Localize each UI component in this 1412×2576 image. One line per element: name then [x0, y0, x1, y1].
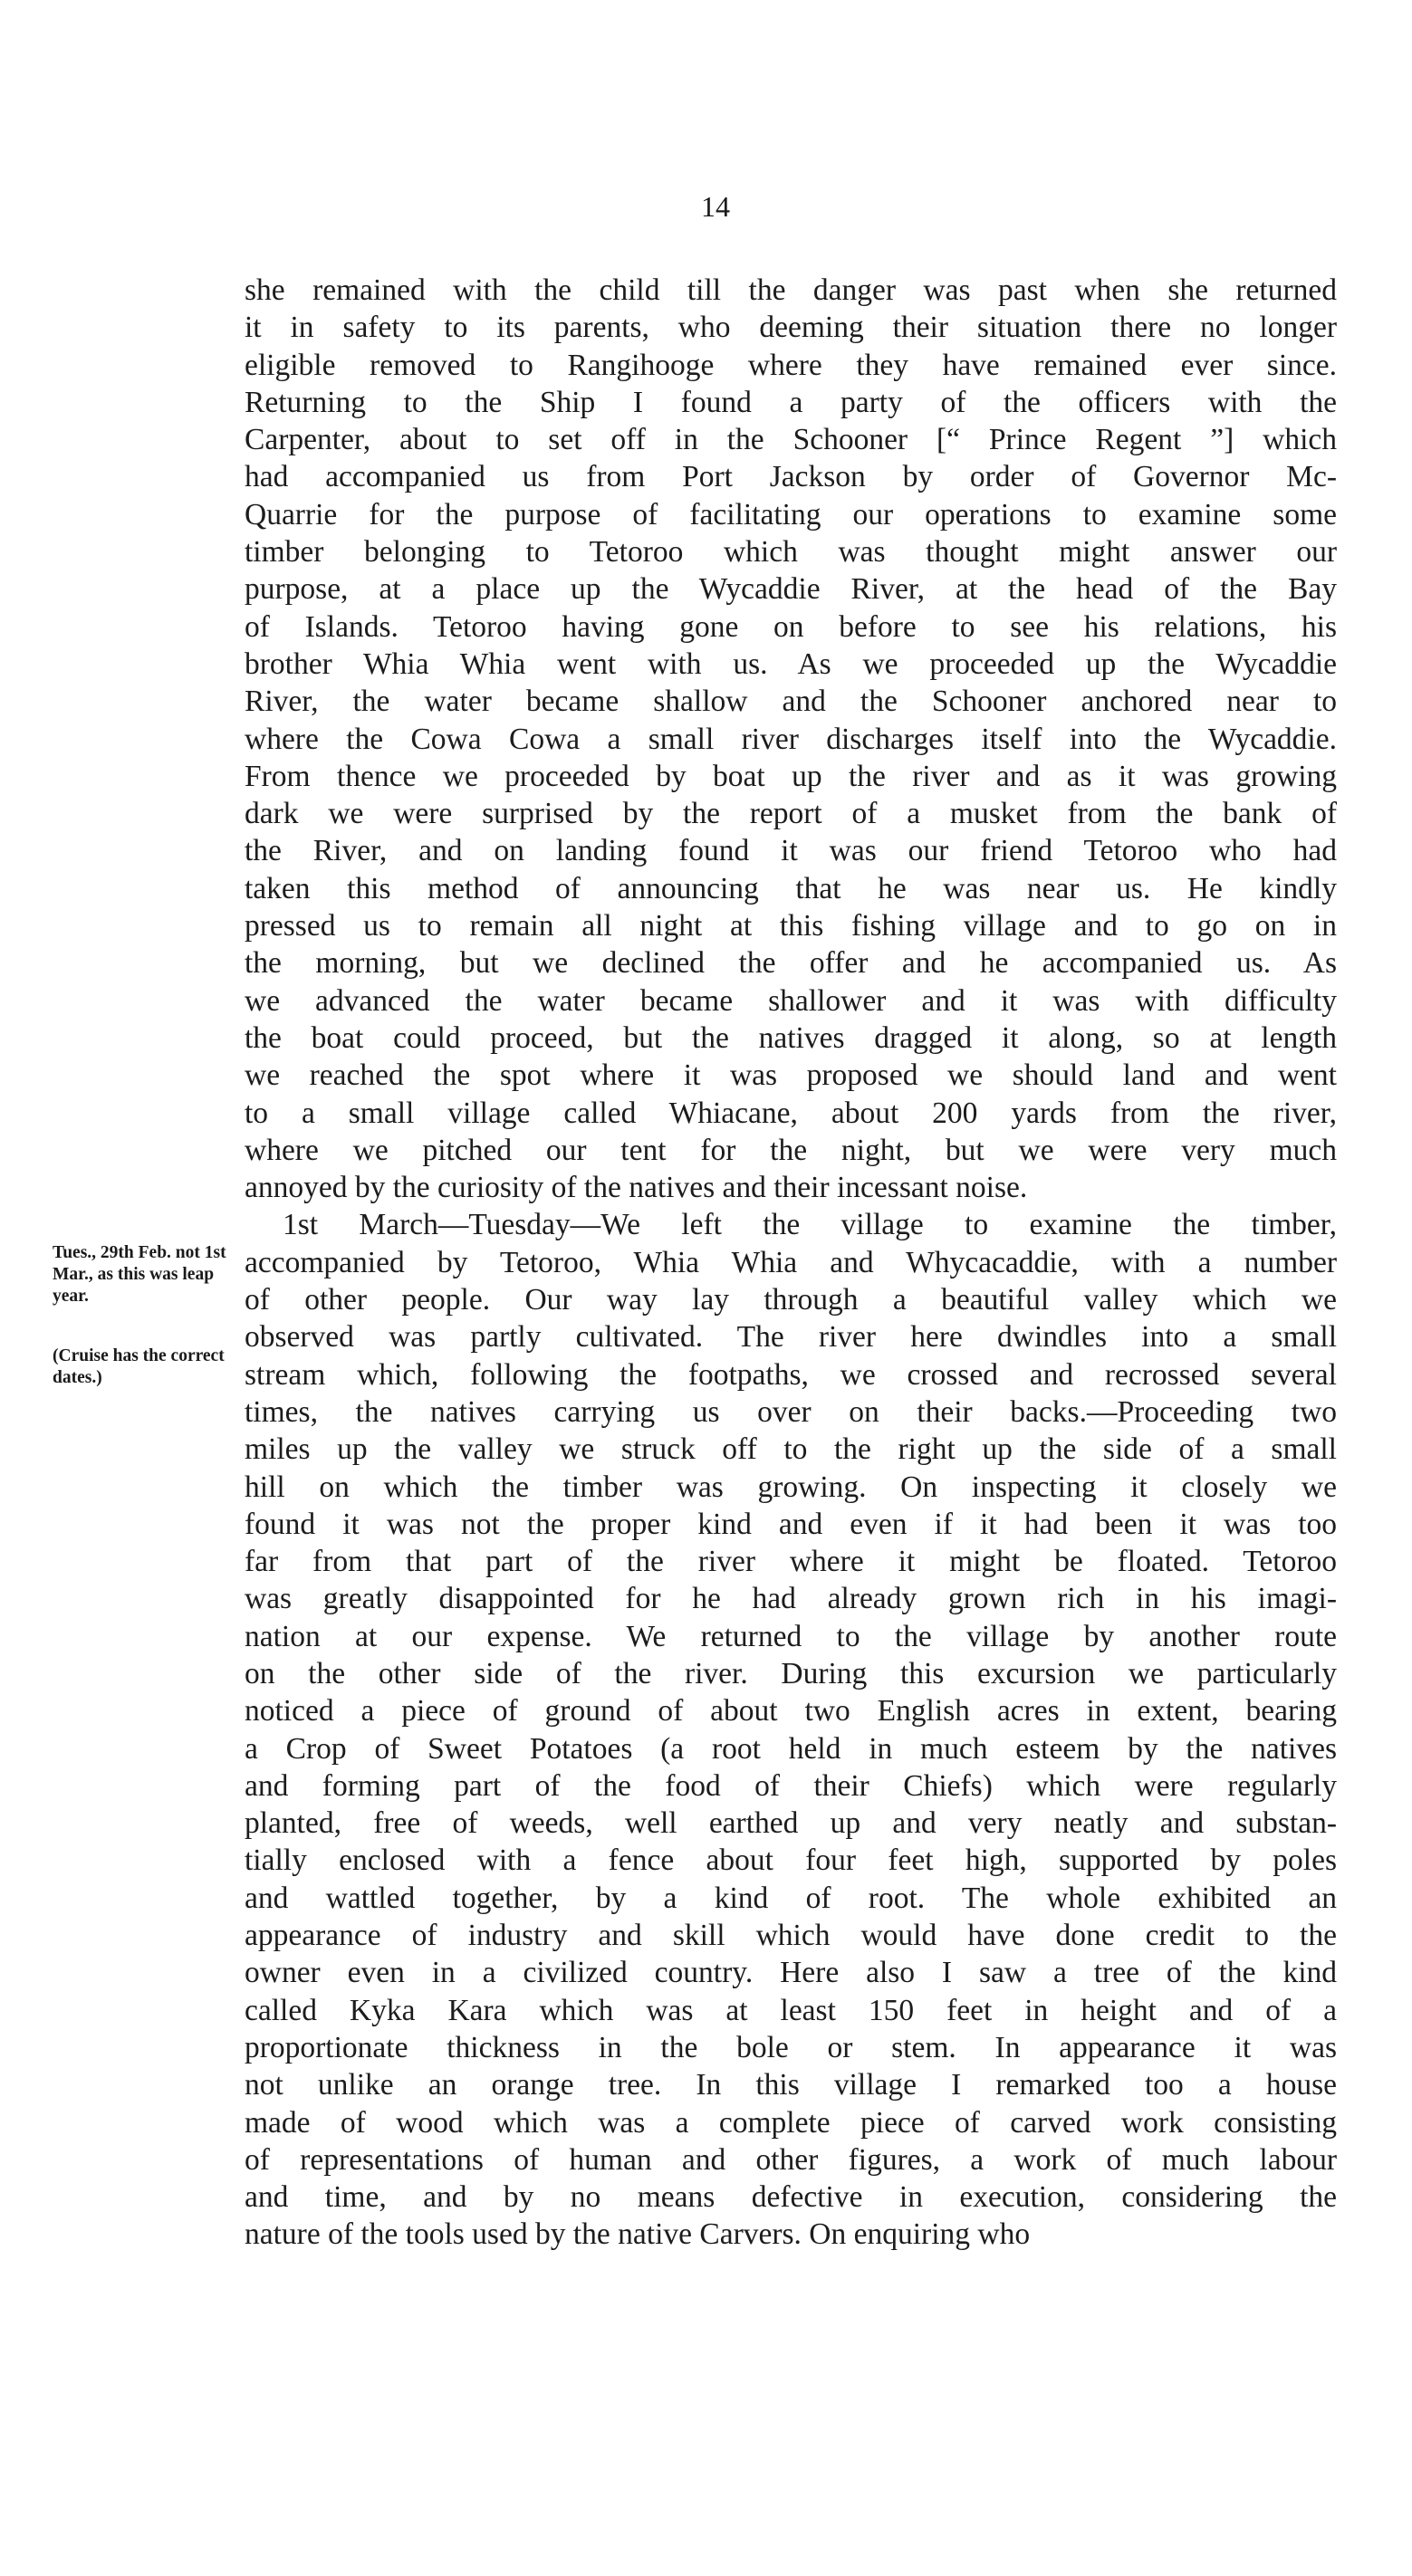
- text-line: purpose, at a place up the Wycaddie River, at the head of the Bay: [245, 572, 1337, 607]
- text-line: miles up the valley we struck off to the right up the side of a small: [245, 1432, 1337, 1467]
- margin-note-leap-year: Tues., 29th Feb. not 1st Mar., as this was leap year.: [53, 1243, 226, 1306]
- paragraph-1: [245, 272, 1337, 1206]
- text-line: From thence we proceeded by boat up the river and as it was growing: [245, 759, 1337, 793]
- text-line: observed was partly cultivated. The river here dwindles into a small: [245, 1320, 1337, 1355]
- text-line: called Kyka Kara which was at least 150 feet in height and of a: [245, 1993, 1337, 2027]
- text-line: was greatly disappointed for he had already grown rich in his imagi-: [245, 1582, 1337, 1616]
- text-line: had accompanied us from Port Jackson by order of Governor Mc-: [245, 460, 1337, 494]
- text-line: annoyed by the curiosity of the natives and their incessant noise.: [245, 1171, 1028, 1205]
- text-line: it in safety to its parents, who deeming their situation there no longer: [245, 311, 1337, 345]
- text-line: hill on which the timber was growing. On inspecting it closely we: [245, 1470, 1337, 1504]
- text-line: of other people. Our way lay through a beautiful valley which we: [245, 1283, 1337, 1317]
- text-line: tially enclosed with a fence about four feet high, supported by poles: [245, 1843, 1337, 1878]
- text-line: the boat could proceed, but the natives dragged it along, so at length: [245, 1020, 1337, 1055]
- text-line: found it was not the proper kind and even if it had been it was too: [245, 1507, 1337, 1541]
- text-line: timber belonging to Tetoroo which was thought might answer our: [245, 535, 1337, 570]
- text-line: and time, and by no means defective in execution, considering the: [245, 2180, 1337, 2215]
- text-line: not unlike an orange tree. In this village I remarked too a house: [245, 2068, 1337, 2102]
- text-line: stream which, following the footpaths, we crossed and recrossed several: [245, 1357, 1337, 1392]
- text-line: a Crop of Sweet Potatoes (a root held in much esteem by the natives: [245, 1731, 1337, 1766]
- text-line: proportionate thickness in the bole or stem. In appearance it was: [245, 2030, 1337, 2064]
- text-line: Carpenter, about to set off in the Schooner [“ Prince Regent ”] which: [245, 423, 1337, 457]
- text-line: of Islands. Tetoroo having gone on before to see his relations, his: [245, 609, 1337, 644]
- paragraph-2: [245, 1206, 1337, 2253]
- text-line: on the other side of the river. During this excursion we particularly: [245, 1656, 1337, 1690]
- text-line: we advanced the water became shallower and it was with difficulty: [245, 983, 1337, 1018]
- text-line: taken this method of announcing that he was near us. He kindly: [245, 871, 1337, 905]
- text-line: and forming part of the food of their Chiefs) which were regularly: [245, 1768, 1337, 1803]
- text-line: to a small village called Whiacane, about 200 yards from the river,: [245, 1096, 1337, 1130]
- text-line: the River, and on landing found it was our friend Tetoroo who had: [245, 834, 1337, 868]
- text-line: planted, free of weeds, well earthed up and very neatly and substan-: [245, 1806, 1337, 1841]
- text-line: pressed us to remain all night at this fishing village and to go on in: [245, 909, 1337, 943]
- text-line: dark we were surprised by the report of a musket from the bank of: [245, 797, 1337, 831]
- text-line: appearance of industry and skill which would have done credit to the: [245, 1919, 1337, 1953]
- text-line: we reached the spot where it was proposed we should land and went: [245, 1058, 1337, 1093]
- text-line: times, the natives carrying us over on their backs.—Proceeding two: [245, 1394, 1337, 1429]
- text-line: nation at our expense. We returned to the village by another route: [245, 1619, 1337, 1653]
- text-line: brother Whia Whia went with us. As we proceeded up the Wycaddie: [245, 646, 1337, 681]
- text-line: eligible removed to Rangihooge where they have remained ever since.: [245, 348, 1337, 382]
- text-line: of representations of human and other figures, a work of much labour: [245, 2142, 1337, 2177]
- text-line: where the Cowa Cowa a small river discharges itself into the Wycaddie.: [245, 722, 1337, 756]
- body-text: [245, 272, 1337, 2254]
- text-line: far from that part of the river where it might be floated. Tetoroo: [245, 1545, 1337, 1579]
- text-line: River, the water became shallow and the Schooner anchored near to: [245, 685, 1337, 719]
- text-line: where we pitched our tent for the night, but we were very much: [245, 1133, 1337, 1167]
- page-number: 14: [701, 190, 730, 223]
- text-line: 1st March—Tuesday—We left the village to examine the timber,: [283, 1208, 1337, 1242]
- margin-note-cruise: (Cruise has the correct dates.): [53, 1346, 225, 1387]
- text-line: made of wood which was a complete piece of carved work consisting: [245, 2105, 1337, 2140]
- text-line: she remained with the child till the danger was past when she returned: [245, 273, 1337, 307]
- text-line: Quarrie for the purpose of facilitating our operations to examine some: [245, 497, 1337, 531]
- text-line: and wattled together, by a kind of root. The whole exhibited an: [245, 1881, 1337, 1915]
- text-line: nature of the tools used by the native Carvers. On enquiring who: [245, 2217, 1031, 2252]
- text-line: noticed a piece of ground of about two English acres in extent, bearing: [245, 1694, 1337, 1729]
- text-line: owner even in a civilized country. Here also I saw a tree of the kind: [245, 1956, 1337, 1990]
- text-line: accompanied by Tetoroo, Whia Whia and Whycacaddie, with a number: [245, 1245, 1337, 1279]
- text-line: Returning to the Ship I found a party of the officers with the: [245, 385, 1337, 419]
- text-line: the morning, but we declined the offer and he accompanied us. As: [245, 946, 1337, 981]
